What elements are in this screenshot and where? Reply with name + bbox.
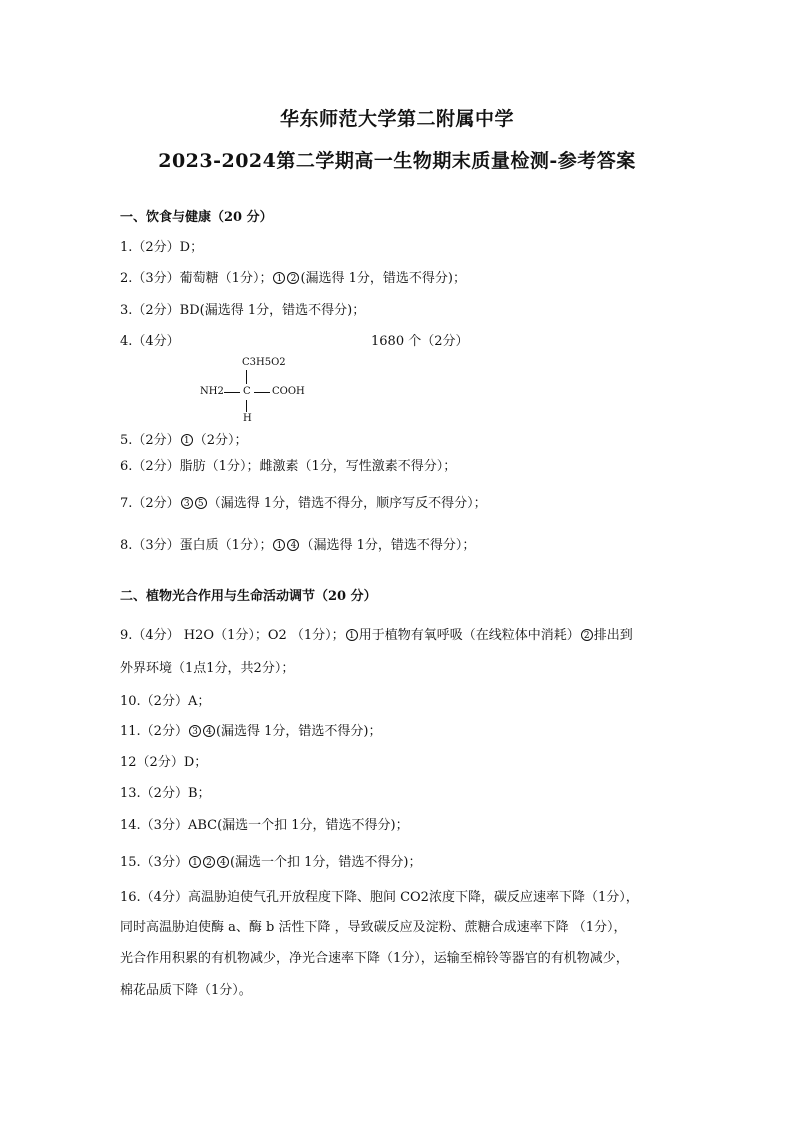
answer-15-text: 15.（3分） [120,855,188,870]
answer-11-text: 11.（2分） [120,724,188,739]
circled-4: 4 [203,725,215,737]
answer-7-text: 7.（2分） [120,496,180,511]
answer-7 [120,492,487,511]
answer-8-note: （漏选得 1分，错选不得分）； [300,538,476,553]
answer-9-use: 用于植物有氧呼吸（在线粒体中消耗） [358,628,580,643]
bond-bottom [246,400,247,412]
circled-3: 3 [189,725,201,737]
answer-9-cont: 外界环境（1点1分，共2分）； [120,661,295,676]
answer-11-note: (漏选得 1分，错选不得分)； [215,724,382,739]
answer-15-note: (漏选一个扣 1分，错选不得分)； [229,855,422,870]
circled-4: 4 [217,856,229,868]
r-group: C3H5O2 [242,357,286,368]
answer-9 [120,624,633,643]
answer-16-line4: 棉花品质下降（1分）。 [120,983,252,998]
answer-11 [120,720,382,739]
circled-1: 1 [189,856,201,868]
circled-5: 5 [195,497,207,509]
alpha-carbon: C [243,386,251,397]
answer-3: 3.（2分）BD(漏选得 1分，错选不得分)； [120,303,366,318]
title-school: 华东师范大学第二附属中学 [279,108,514,130]
circled-1: 1 [273,272,285,284]
answer-4: 4.（4分） [120,334,180,349]
circled-2: 2 [203,856,215,868]
circled-2: 2 [581,629,593,641]
answer-8-text: 8.（3分）蛋白质（1分）； [120,538,273,553]
answer-12: 12（2分）D； [120,755,208,770]
section-2-heading: 二、植物光合作用与生命活动调节（20 分） [120,589,377,604]
circled-4: 4 [287,539,299,551]
answer-16-line1: 16.（4分）高温胁迫使气孔开放程度下降、胞间 CO2浓度下降，碳反应速率下降（1分）， [120,890,639,905]
circled-2: 2 [287,272,299,284]
answer-9-release: 排出到 [593,628,633,643]
answer-16-line3: 光合作用积累的有机物减少，净光合速率下降（1分），运输至棉铃等器官的有机物减少， [120,951,629,966]
answer-5-text: 5.（2分） [120,433,180,448]
answer-16-line2: 同时高温胁迫使酶 a、酶 b 活性下降 ，导致碳反应及淀粉、蔗糖合成速率下降 （1分）， [120,920,627,935]
amino-acid-structure [200,357,320,427]
answer-5 [120,429,247,448]
amino-group: NH2 [200,386,224,397]
answer-15 [120,851,422,870]
bond-left [224,392,240,393]
answer-2 [120,267,466,286]
circled-1: 1 [346,629,358,641]
answer-1: 1.（2分）D； [120,240,204,255]
answer-6: 6.（2分）脂肪（1分）；雌激素（1分，写性激素不得分）； [120,459,457,474]
answer-5-note: （2分）； [193,433,248,448]
answer-10: 10.（2分）A； [120,694,211,709]
answer-2-note: (漏选得 1分，错选不得分)； [300,271,467,286]
bond-top [246,370,247,384]
circled-3: 3 [181,497,193,509]
circled-1: 1 [181,434,193,446]
circled-1: 1 [273,539,285,551]
answer-9-text: 9.（4分） H2O（1分）；O2 （1分）； [120,628,345,643]
answer-8 [120,534,475,553]
section-1-heading: 一、饮食与健康（20 分） [120,210,273,225]
carboxyl-group: COOH [272,386,305,397]
answer-4-count: 1680 个（2分） [371,334,469,349]
answer-2-text: 2.（3分）葡萄糖（1分）； [120,271,273,286]
answer-14: 14.（3分）ABC(漏选一个扣 1分，错选不得分)； [120,818,409,833]
bond-right [254,392,270,393]
answer-13: 13.（2分）B； [120,786,211,801]
hydrogen: H [243,413,252,424]
title-exam: 2023-2024第二学期高一生物期末质量检测-参考答案 [158,150,636,172]
answer-7-note: （漏选得 1分，错选不得分，顺序写反不得分）； [207,496,487,511]
